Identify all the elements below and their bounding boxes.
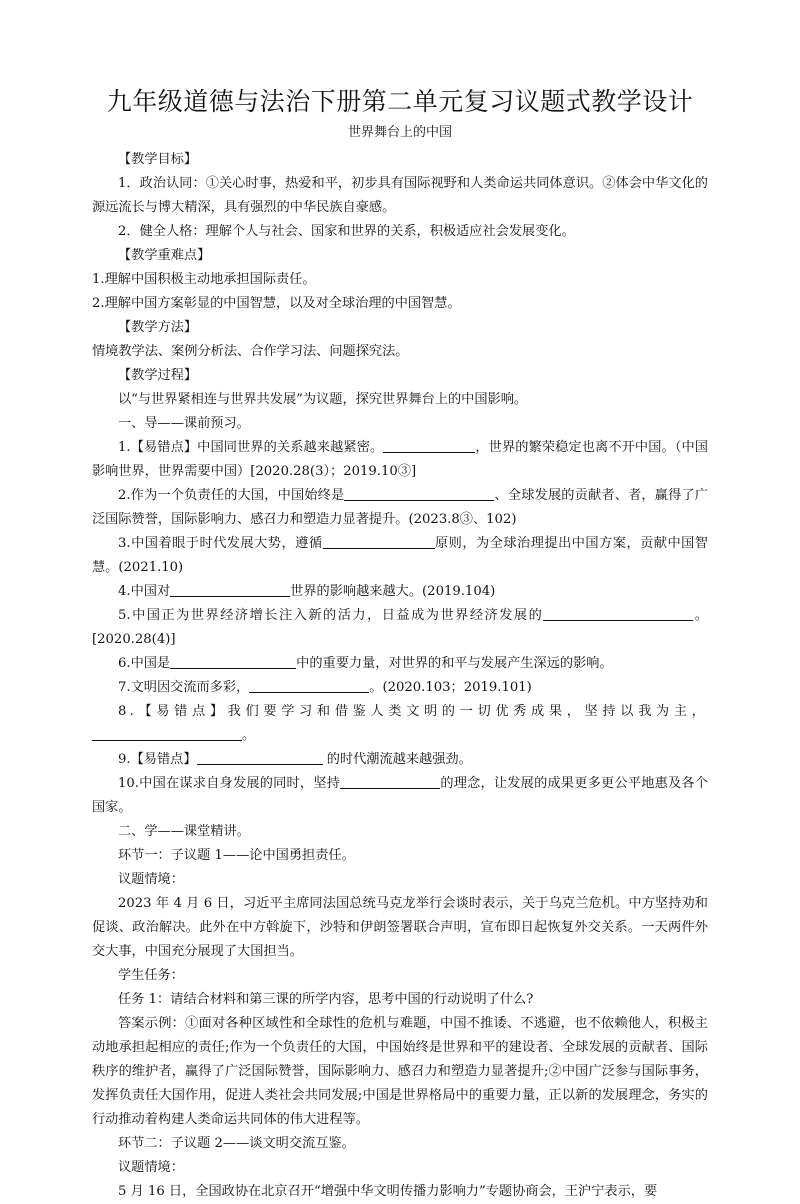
document-subtitle: 世界舞台上的中国 (347, 125, 452, 140)
section-heading-process: 【教学过程】 (118, 368, 198, 383)
blank-line (383, 438, 475, 453)
blank-line (344, 486, 494, 501)
question-text: 9.【易错点】 (118, 752, 197, 767)
question-6 (92, 652, 708, 676)
goal-item-2: 2．健全人格：理解个人与社会、国家和世界的关系，积极适应社会发展变化。 (118, 224, 575, 239)
process-intro: 以“与世界紧相连与世界共发展”为议题，探究世界舞台上的中国影响。 (118, 392, 528, 407)
section-class-title: 二、学——课堂精讲。 (118, 824, 250, 839)
context-text-1: 2023 年 4 月 6 日，习近平主席同法国总统马克龙举行会谈时表示，关于乌克兰危机。中方坚持劝和促谈、政治解决。此外在中方斡旋下，沙特和伊朗签署联合声明，宣布即日起恢复外交关系。一天两件外交大事，中国充分展现了大国担当。 (92, 896, 708, 959)
question-1 (92, 436, 708, 484)
question-text: 。 (242, 728, 256, 743)
question-text: 6.中国是 (118, 656, 171, 671)
question-text: 1.【易错点】中国同世界的关系越来越紧密。 (118, 440, 384, 455)
question-text: 的理念，让发展的成果更多更公平地惠及各个国家。 (92, 776, 708, 815)
question-text: 。[2020.28(4)] (92, 608, 708, 647)
question-text: 。(2020.103；2019.101) (369, 680, 532, 695)
question-text: 10.中国在谋求自身发展的同时，坚持 (118, 776, 341, 791)
question-text: 3.中国着眼于时代发展大势，遵循 (118, 536, 323, 551)
blank-line (197, 750, 323, 765)
goal-item-1: 1．政治认同：①关心时事，热爱和平，初步具有国际视野和人类命运共同体意识。②体会中华文化的源远流长与博大精深，具有强烈的中华民族自豪感。 (92, 176, 708, 215)
question-text: 2.作为一个负责任的大国，中国始终是 (118, 488, 345, 503)
question-2 (92, 484, 708, 532)
question-text: 世界的影响越来越大。(2019.104) (290, 584, 496, 599)
question-text: 的时代潮流越来越强劲。 (322, 752, 472, 767)
question-text: ，世界的繁荣稳定也离不开中国。（中国影响世界，世界需要中国）[2020.28(3）；2019.10③] (92, 440, 708, 479)
question-5 (92, 604, 708, 652)
section-heading-key-points: 【教学重难点】 (118, 248, 211, 263)
link-2-title: 环节二：子议题 2——谈文明交流互鉴。 (118, 1136, 355, 1151)
blank-line (249, 678, 369, 693)
question-text: 8.【易错点】我们要学习和借鉴人类文明的一切优秀成果，坚持以我为主， (118, 704, 708, 719)
question-4 (92, 580, 708, 604)
question-9 (92, 748, 708, 772)
question-text: 4.中国对 (118, 584, 171, 599)
question-text: 原则，为全球治理提出中国方案，贡献中国智慧。(2021.10) (92, 536, 708, 575)
answer-example: 答案示例：①面对各种区域性和全球性的危机与难题，中国不推诿、不逃避，也不依赖他人，积极主动地承担起相应的责任;作为一个负责任的大国，中国始终是世界和平的建设者、全球发展的贡献者、国际秩序的维护者，赢得了广泛国际赞誉，国际影响力、感召力和塑造力显著提升;②中国广泛参与国际事务，发挥负责任大国作用，促进人类社会共同发展;中国是世界格局中的重要力量，正以新的发展理念，务实的行动推动着构建人类命运共同体的伟大进程等。 (92, 1016, 708, 1127)
context-heading-1: 议题情境： (118, 872, 184, 887)
question-text: 、全球发展的贡献者、者，赢得了广泛国际赞誉，国际影响力、感召力和塑造力显著提升。(2023.8③、102) (92, 488, 708, 527)
blank-line (543, 606, 693, 621)
document-title: 九年级道德与法治下册第二单元复习议题式教学设计 (106, 87, 694, 116)
section-heading-goals: 【教学目标】 (118, 152, 198, 167)
section-heading-methods: 【教学方法】 (118, 320, 198, 335)
task-heading: 学生任务： (118, 968, 184, 983)
question-8 (92, 700, 708, 748)
question-text: 7.文明因交流而多彩， (118, 680, 250, 695)
question-7 (92, 676, 708, 700)
blank-line (323, 534, 435, 549)
methods-text: 情境教学法、案例分析法、合作学习法、问题探究法。 (92, 344, 409, 359)
context-heading-2: 议题情境： (118, 1160, 184, 1175)
question-10 (92, 772, 708, 820)
link-1-title: 环节一：子议题 1——论中国勇担责任。 (118, 848, 355, 863)
key-point-2: 2.理解中国方案彰显的中国智慧，以及对全球治理的中国智慧。 (92, 296, 461, 311)
context-text-2: 5 月 16 日，全国政协在北京召开“增强中华文明传播力影响力”专题协商会，王沪宁表示，要 (118, 1184, 658, 1199)
blank-line (170, 582, 290, 597)
question-text: 5.中国正为世界经济增长注入新的活力，日益成为世界经济发展的 (118, 608, 544, 623)
task-1: 任务 1：请结合材料和第三课的所学内容，思考中国的行动说明了什么? (118, 992, 534, 1007)
blank-line (170, 654, 296, 669)
key-point-1: 1.理解中国积极主动地承担国际责任。 (92, 272, 316, 287)
blank-line (340, 774, 440, 789)
blank-line (92, 726, 242, 741)
question-text: 中的重要力量，对世界的和平与发展产生深远的影响。 (296, 656, 613, 671)
section-preview-title: 一、导——课前预习。 (118, 416, 250, 431)
question-3 (92, 532, 708, 580)
